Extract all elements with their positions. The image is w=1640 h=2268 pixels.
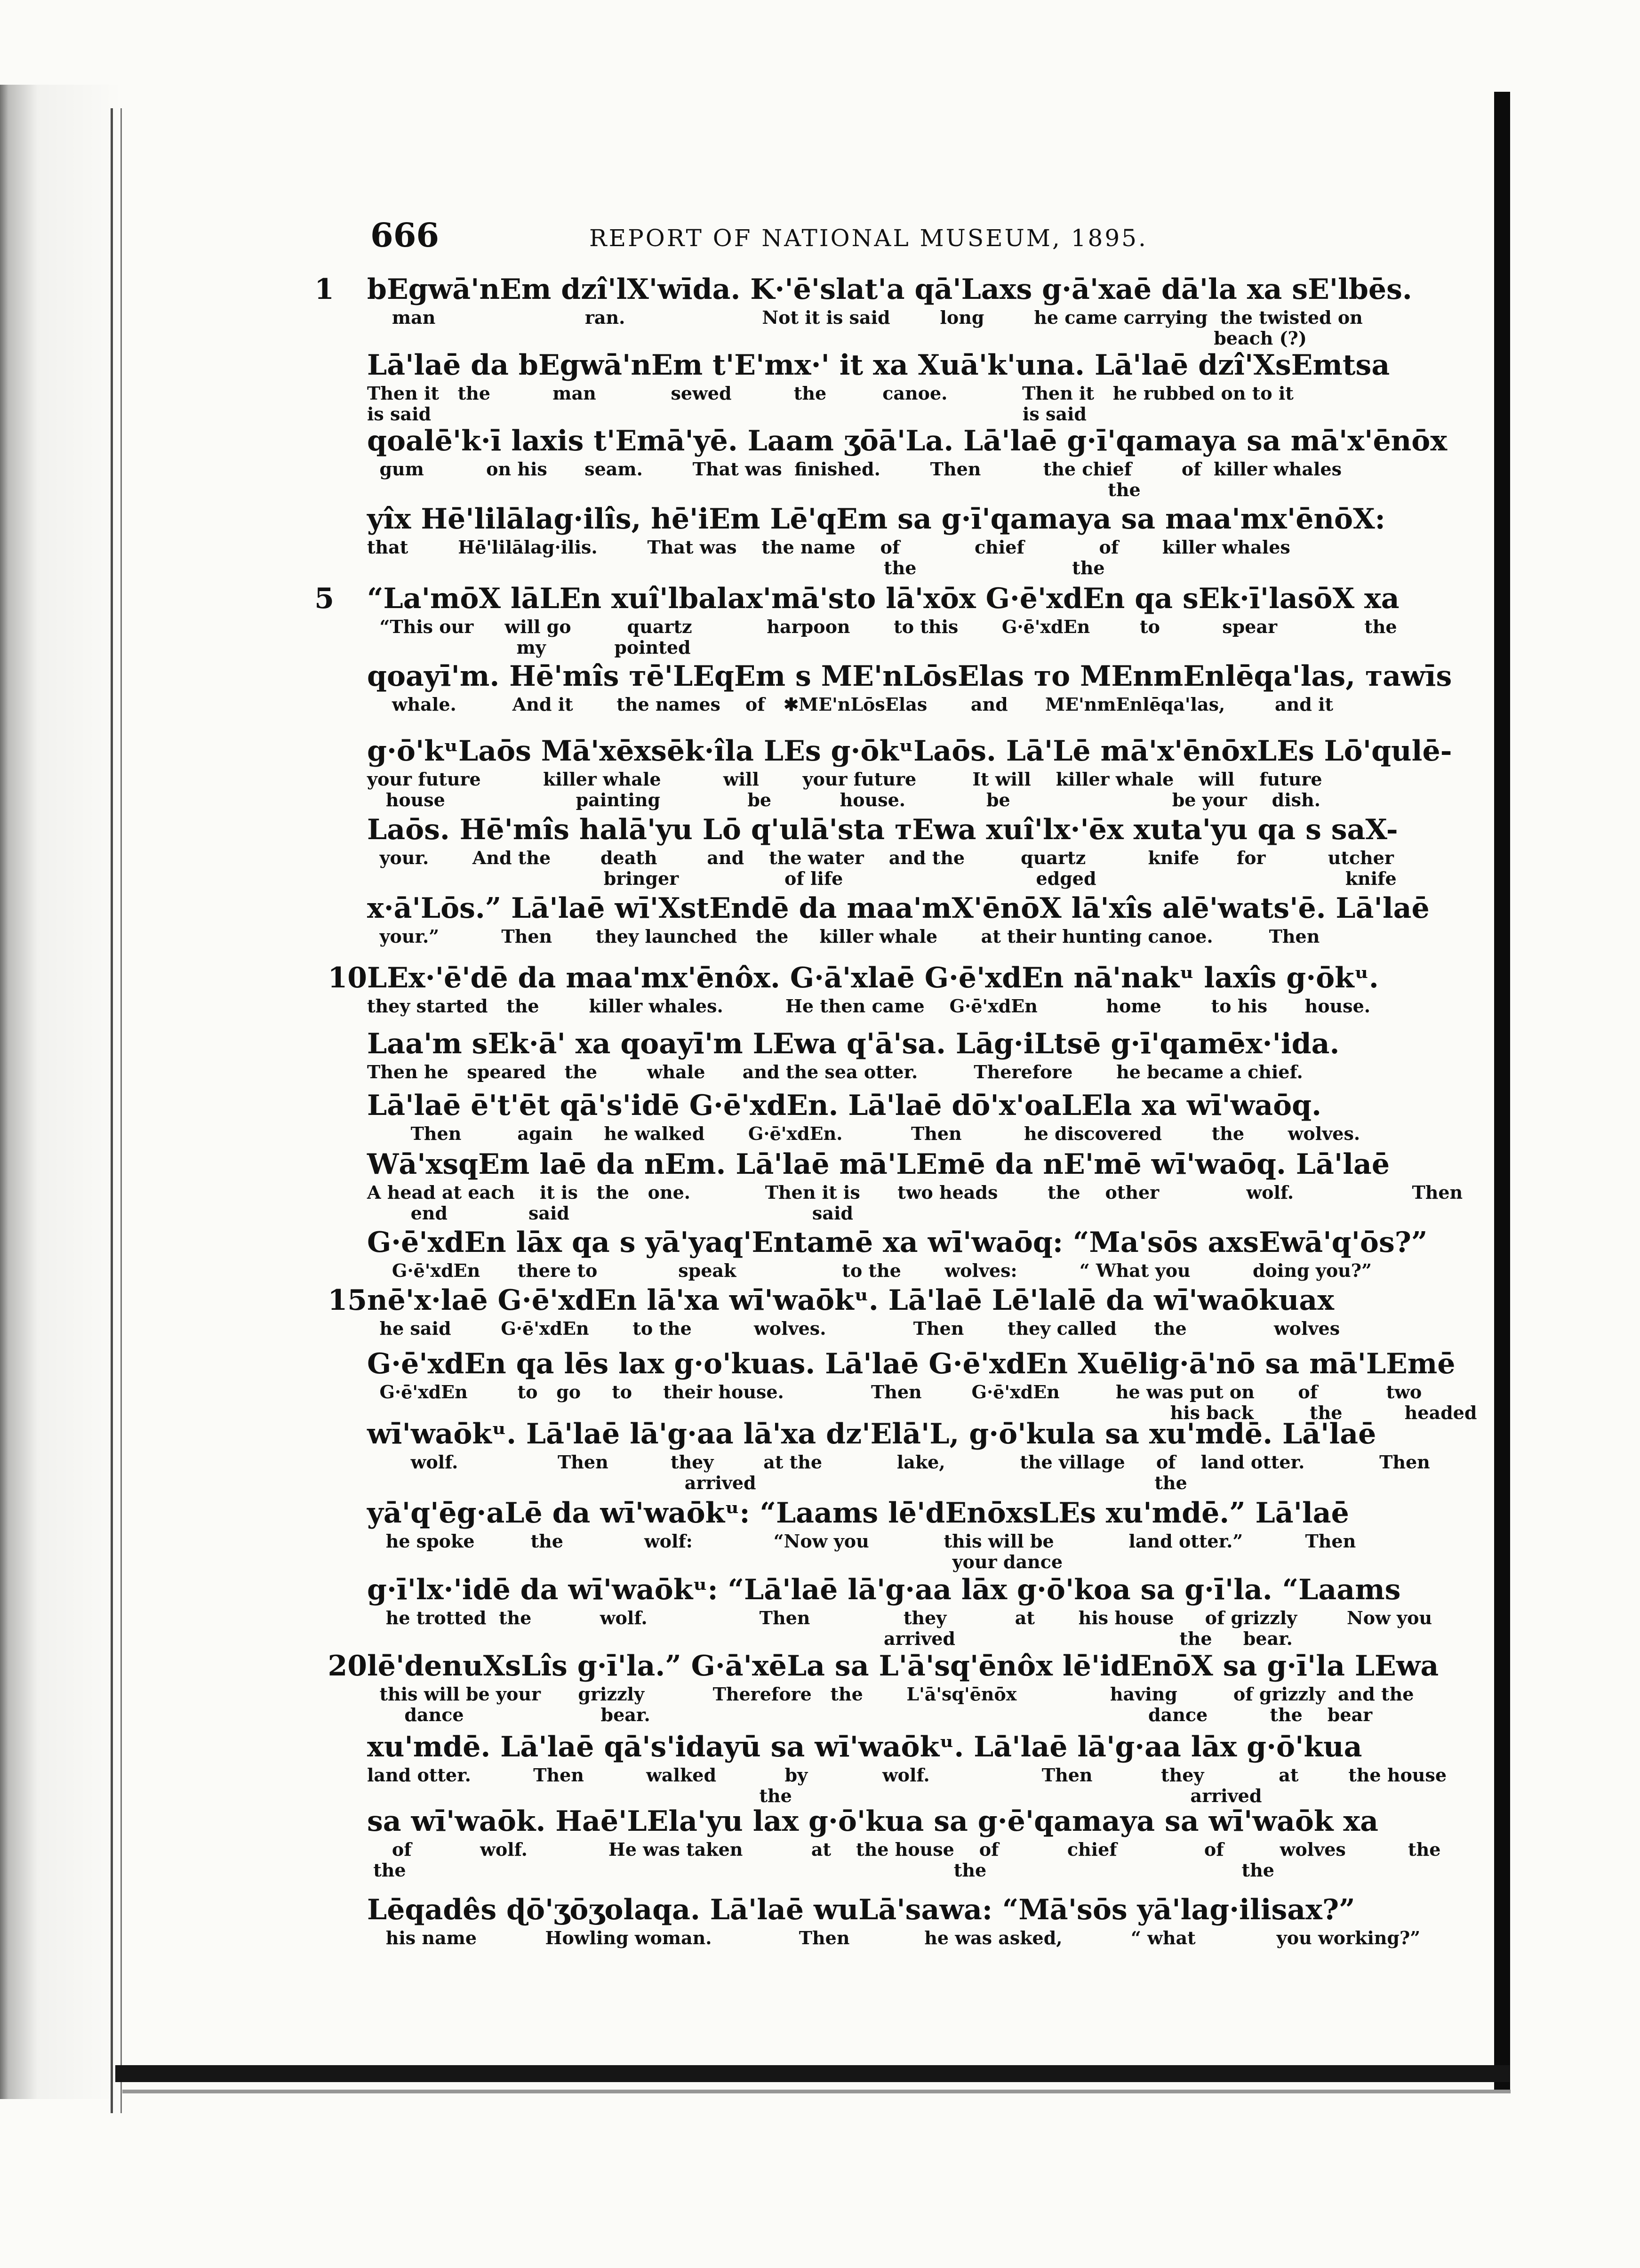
english-gloss-line: your. And the death and the water and the quartz knife for utcher bringer of life edged knife bbox=[379, 847, 1397, 889]
english-gloss-line: Then it the man sewed the canoe. Then it he rubbed on to it is said is said bbox=[367, 383, 1294, 425]
english-gloss-line: he spoke the wolf: “Now you this will be land otter.” Then your dance bbox=[385, 1531, 1356, 1572]
page-edge-bottom bbox=[115, 2065, 1510, 2082]
english-gloss-line: land otter. Then walked by wolf. Then they at the house the arrived bbox=[367, 1764, 1447, 1806]
english-gloss-line: “This our will go quartz harpoon to this G·ē'xdEn to spear the my pointed bbox=[379, 616, 1397, 658]
english-gloss-line: this will be your grizzly Therefore the L'ā'sq'ēnōx having of grizzly and the dance bear. dance the bear bbox=[379, 1683, 1414, 1725]
english-gloss-line: man ran. Not it is said long he came carrying the twisted on beach (?) bbox=[392, 307, 1363, 349]
kwakiutl-text-line: “La'mōX lāLEn xuî'lbalax'mā'sto lā'xōx G·ē'xdEn qa sEk·ī'lasōX xa bbox=[367, 582, 1400, 615]
kwakiutl-text-line: g·ī'lx·'idē da wī'waōkᵘ: “Lā'laē lā'g·aa lāx g·ō'koa sa g·ī'la. “Laams bbox=[367, 1573, 1401, 1606]
english-gloss-line: that Hē'lilālag·ilis. That was the name of chief of killer whales the the bbox=[367, 537, 1290, 578]
running-title: REPORT OF NATIONAL MUSEUM, 1895. bbox=[589, 224, 1148, 252]
kwakiutl-text-line: Laōs. Hē'mîs halā'yu Lō q'ulā'sta ᴛEwa xuî'lx·'ēx xuta'yu qa s saX- bbox=[367, 813, 1398, 846]
kwakiutl-text-line: Laa'm sEk·ā' xa qoayī'm LEwa q'ā'sa. Lāg·iLtsē g·ī'qamēx·'ida. bbox=[367, 1027, 1340, 1060]
english-gloss-line: his name Howling woman. Then he was asked, “ what you working?” bbox=[367, 1927, 1421, 1948]
kwakiutl-text-line: sa wī'waōk. Haē'LEla'yu lax g·ō'kua sa g·ē'qamaya sa wī'waōk xa bbox=[367, 1805, 1378, 1838]
english-gloss-line: Then again he walked G·ē'xdEn. Then he discovered the wolves. bbox=[367, 1123, 1360, 1144]
page-number: 666 bbox=[370, 216, 440, 255]
english-gloss-line: your.” Then they launched the killer whale at their hunting canoe. Then bbox=[367, 926, 1320, 947]
english-gloss-line: A head at each it is the one. Then it is two heads the other wolf. Then end said said bbox=[367, 1182, 1463, 1224]
kwakiutl-text-line: g·ō'kᵘLaōs Mā'xēxsēk·îla LEs g·ōkᵘLaōs. Lā'Lē mā'x'ēnōxLEs Lō'qulē- bbox=[367, 735, 1452, 768]
english-gloss-line: he said G·ē'xdEn to the wolves. Then they called the wolves bbox=[367, 1318, 1340, 1339]
english-gloss-line: wolf. Then they at the lake, the village of land otter. Then arrived the bbox=[410, 1451, 1430, 1493]
english-gloss-line: he trotted the wolf. Then they at his house of grizzly Now you arrived the bear. bbox=[385, 1607, 1432, 1649]
english-gloss-line: gum on his seam. That was finished. Then the chief of killer whales the bbox=[379, 458, 1342, 500]
kwakiutl-text-line: x·ā'Lōs.” Lā'laē wī'XstEndē da maa'mX'ēnōX lā'xîs alē'wats'ē. Lā'laē bbox=[367, 892, 1430, 925]
english-gloss-line: your future killer whale will your future It will killer whale will future house painting be house. be be your dish. bbox=[367, 769, 1322, 810]
kwakiutl-text-line: G·ē'xdEn lāx qa s yā'yaq'Entamē xa wī'waōq: “Ma'sōs axsEwā'q'ōs?” bbox=[367, 1226, 1428, 1259]
scan-left-binding bbox=[111, 108, 122, 2113]
kwakiutl-text-line: Lēqadês ɖō'ʒōʒolaqa. Lā'laē wuLā'sawa: “Mā'sōs yā'lag·ilisax?” bbox=[367, 1893, 1355, 1926]
page-header bbox=[370, 213, 1476, 260]
line-number: 1 bbox=[314, 273, 334, 306]
english-gloss-line: they started the killer whales. He then came G·ē'xdEn home to his house. bbox=[367, 995, 1370, 1017]
kwakiutl-text-line: yā'q'ēg·aLē da wī'waōkᵘ: “Laams lē'dEnōxsLEs xu'mdē.” Lā'laē bbox=[367, 1497, 1349, 1530]
kwakiutl-text-line: qoayī'm. Hē'mîs ᴛē'LEqEm s ME'nLōsElas ᴛo MEnmEnlēqa'las, ᴛawīs bbox=[367, 660, 1452, 693]
kwakiutl-text-line: nē'x·laē G·ē'xdEn lā'xa wī'waōkᵘ. Lā'laē Lē'lalē da wī'waōkuax bbox=[367, 1284, 1335, 1317]
english-gloss-line: Then he speared the whale and the sea otter. Therefore he became a chief. bbox=[367, 1061, 1303, 1082]
english-gloss-line: G·ē'xdEn to go to their house. Then G·ē'xdEn he was put on of two his back the headed bbox=[379, 1381, 1477, 1423]
english-gloss-line: G·ē'xdEn there to speak to the wolves: “ What you doing you?” bbox=[367, 1260, 1372, 1281]
line-number: 5 bbox=[314, 582, 334, 615]
line-number: 15 bbox=[328, 1284, 367, 1317]
kwakiutl-text-line: G·ē'xdEn qa lēs lax g·o'kuas. Lā'laē G·ē'xdEn Xuēlig·ā'nō sa mā'LEmē bbox=[367, 1347, 1456, 1380]
page-edge-bottom-shadow bbox=[122, 2090, 1511, 2093]
kwakiutl-text-line: bEgwā'nEm dzî'lX'wīda. K·'ē'slat'a qā'Laxs g·ā'xaē dā'la xa sE'lbēs. bbox=[367, 273, 1412, 306]
kwakiutl-text-line: Lā'laē ē't'ēt qā's'idē G·ē'xdEn. Lā'laē dō'x'oaLEla xa wī'waōq. bbox=[367, 1089, 1322, 1122]
kwakiutl-text-line: Wā'xsqEm laē da nEm. Lā'laē mā'LEmē da nE'mē wī'waōq. Lā'laē bbox=[367, 1148, 1390, 1181]
line-number: 20 bbox=[328, 1650, 367, 1683]
line-number: 10 bbox=[328, 962, 367, 994]
kwakiutl-text-line: wī'waōkᵘ. Lā'laē lā'g·aa lā'xa dz'Elā'L, g·ō'kula sa xu'mdē. Lā'laē bbox=[367, 1418, 1376, 1451]
kwakiutl-text-line: yîx Hē'lilālag·ilîs, hē'iEm Lē'qEm sa g·ī'qamaya sa maa'mx'ēnōX: bbox=[367, 503, 1385, 536]
kwakiutl-text-line: LEx·'ē'dē da maa'mx'ēnôx. G·ā'xlaē G·ē'xdEn nā'nakᵘ laxîs g·ōkᵘ. bbox=[367, 962, 1379, 994]
kwakiutl-text-line: lē'denuXsLîs g·ī'la.” G·ā'xēLa sa L'ā'sq'ēnôx lē'idEnōX sa g·ī'la LEwa bbox=[367, 1650, 1439, 1683]
english-gloss-line: whale. And it the names of ✱ME'nLōsElas and ME'nmEnlēqa'las, and it bbox=[367, 694, 1334, 715]
page-edge-right bbox=[1494, 92, 1510, 2090]
english-gloss-line: of wolf. He was taken at the house of chief of wolves the the the the bbox=[373, 1839, 1441, 1881]
kwakiutl-text-line: xu'mdē. Lā'laē qā's'idayū sa wī'waōkᵘ. Lā'laē lā'g·aa lāx g·ō'kua bbox=[367, 1731, 1362, 1763]
kwakiutl-text-line: Lā'laē da bEgwā'nEm t'E'mx·' it xa Xuā'k'una. Lā'laē dzî'XsEmtsa bbox=[367, 349, 1390, 382]
kwakiutl-text-line: qoalē'k·ī laxis t'Emā'yē. Laam ʒōā'La. Lā'laē g·ī'qamaya sa mā'x'ēnōx bbox=[367, 425, 1448, 457]
